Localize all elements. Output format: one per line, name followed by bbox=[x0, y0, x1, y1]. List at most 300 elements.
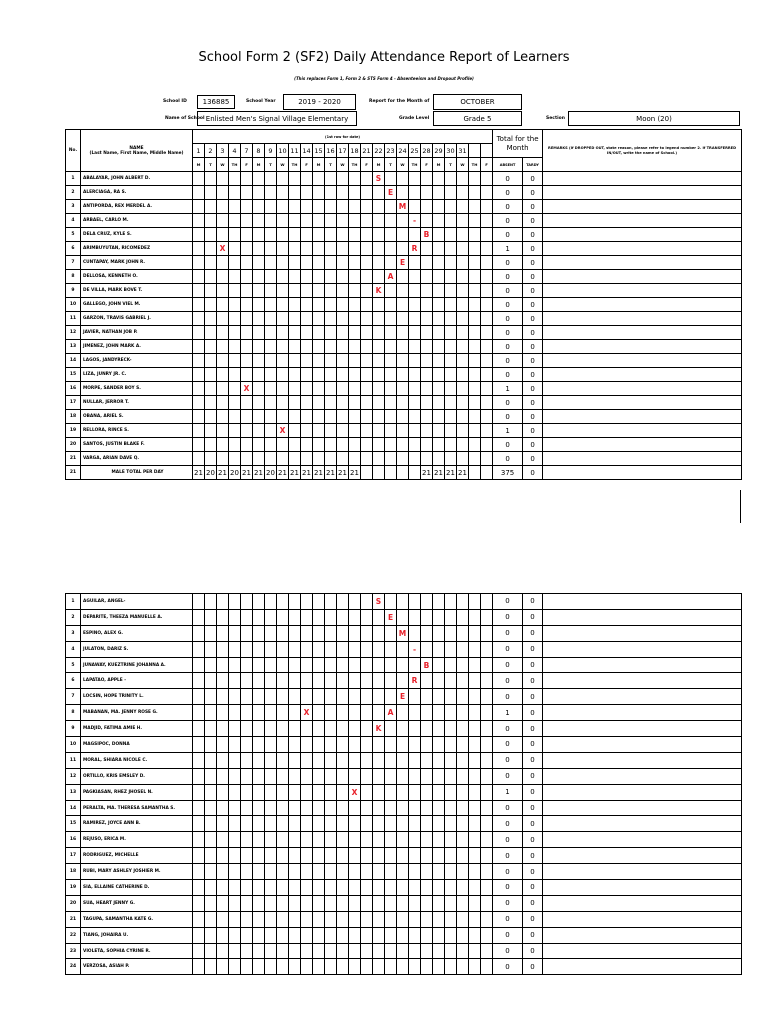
attendance-cell[interactable] bbox=[217, 800, 229, 816]
attendance-cell[interactable] bbox=[481, 721, 493, 737]
attendance-cell[interactable] bbox=[457, 326, 469, 340]
attendance-cell[interactable] bbox=[385, 326, 397, 340]
attendance-cell[interactable] bbox=[229, 800, 241, 816]
attendance-cell[interactable] bbox=[193, 800, 205, 816]
attendance-cell[interactable] bbox=[265, 228, 277, 242]
attendance-cell[interactable] bbox=[325, 424, 337, 438]
attendance-cell[interactable] bbox=[385, 256, 397, 270]
attendance-cell[interactable] bbox=[457, 705, 469, 721]
attendance-cell[interactable] bbox=[421, 641, 433, 657]
remarks-cell[interactable] bbox=[543, 214, 742, 228]
attendance-cell[interactable] bbox=[409, 256, 421, 270]
remarks-cell[interactable] bbox=[543, 452, 742, 466]
attendance-cell[interactable] bbox=[205, 242, 217, 256]
attendance-cell[interactable] bbox=[205, 438, 217, 452]
attendance-cell[interactable] bbox=[277, 880, 289, 896]
attendance-cell[interactable] bbox=[193, 214, 205, 228]
attendance-cell[interactable] bbox=[217, 625, 229, 641]
attendance-cell[interactable] bbox=[337, 832, 349, 848]
attendance-cell[interactable] bbox=[361, 424, 373, 438]
attendance-cell[interactable] bbox=[229, 768, 241, 784]
attendance-cell[interactable] bbox=[205, 368, 217, 382]
attendance-cell[interactable] bbox=[205, 326, 217, 340]
attendance-cell[interactable] bbox=[301, 832, 313, 848]
attendance-cell[interactable] bbox=[373, 312, 385, 326]
attendance-cell[interactable] bbox=[313, 737, 325, 753]
attendance-cell[interactable] bbox=[289, 721, 301, 737]
attendance-cell[interactable] bbox=[409, 340, 421, 354]
attendance-cell[interactable] bbox=[397, 927, 409, 943]
attendance-cell[interactable] bbox=[397, 721, 409, 737]
attendance-cell[interactable] bbox=[193, 752, 205, 768]
attendance-cell[interactable] bbox=[373, 752, 385, 768]
attendance-mark[interactable]: E bbox=[397, 689, 409, 705]
attendance-cell[interactable] bbox=[277, 864, 289, 880]
attendance-cell[interactable] bbox=[193, 721, 205, 737]
attendance-cell[interactable] bbox=[265, 673, 277, 689]
attendance-cell[interactable] bbox=[313, 214, 325, 228]
attendance-cell[interactable] bbox=[385, 641, 397, 657]
attendance-cell[interactable] bbox=[469, 832, 481, 848]
attendance-cell[interactable] bbox=[265, 689, 277, 705]
attendance-cell[interactable] bbox=[289, 354, 301, 368]
attendance-mark[interactable]: R bbox=[409, 673, 421, 689]
attendance-cell[interactable] bbox=[361, 800, 373, 816]
attendance-cell[interactable] bbox=[349, 368, 361, 382]
attendance-mark[interactable]: X bbox=[277, 424, 289, 438]
remarks-cell[interactable] bbox=[543, 880, 742, 896]
attendance-cell[interactable] bbox=[337, 737, 349, 753]
attendance-cell[interactable] bbox=[277, 452, 289, 466]
attendance-cell[interactable] bbox=[349, 438, 361, 452]
attendance-cell[interactable] bbox=[445, 312, 457, 326]
attendance-cell[interactable] bbox=[469, 368, 481, 382]
attendance-cell[interactable] bbox=[301, 438, 313, 452]
attendance-cell[interactable] bbox=[337, 705, 349, 721]
attendance-cell[interactable] bbox=[433, 200, 445, 214]
attendance-cell[interactable] bbox=[301, 673, 313, 689]
remarks-cell[interactable] bbox=[543, 594, 742, 610]
attendance-cell[interactable] bbox=[325, 816, 337, 832]
attendance-cell[interactable] bbox=[265, 172, 277, 186]
attendance-cell[interactable] bbox=[241, 594, 253, 610]
attendance-cell[interactable] bbox=[277, 689, 289, 705]
attendance-cell[interactable] bbox=[241, 721, 253, 737]
attendance-cell[interactable] bbox=[457, 452, 469, 466]
attendance-cell[interactable] bbox=[349, 609, 361, 625]
attendance-cell[interactable] bbox=[445, 864, 457, 880]
attendance-cell[interactable] bbox=[289, 911, 301, 927]
attendance-cell[interactable] bbox=[277, 242, 289, 256]
attendance-cell[interactable] bbox=[409, 609, 421, 625]
attendance-cell[interactable] bbox=[337, 689, 349, 705]
attendance-cell[interactable] bbox=[445, 625, 457, 641]
attendance-cell[interactable] bbox=[361, 214, 373, 228]
attendance-cell[interactable] bbox=[397, 438, 409, 452]
attendance-cell[interactable] bbox=[481, 438, 493, 452]
attendance-cell[interactable] bbox=[265, 298, 277, 312]
attendance-cell[interactable] bbox=[313, 689, 325, 705]
attendance-cell[interactable] bbox=[457, 689, 469, 705]
attendance-cell[interactable] bbox=[193, 959, 205, 975]
attendance-cell[interactable] bbox=[481, 895, 493, 911]
attendance-cell[interactable] bbox=[229, 284, 241, 298]
attendance-cell[interactable] bbox=[469, 396, 481, 410]
attendance-cell[interactable] bbox=[205, 848, 217, 864]
attendance-cell[interactable] bbox=[361, 864, 373, 880]
attendance-cell[interactable] bbox=[373, 368, 385, 382]
attendance-cell[interactable] bbox=[361, 721, 373, 737]
attendance-cell[interactable] bbox=[313, 270, 325, 284]
attendance-cell[interactable] bbox=[241, 396, 253, 410]
attendance-cell[interactable] bbox=[469, 214, 481, 228]
attendance-cell[interactable] bbox=[385, 848, 397, 864]
remarks-cell[interactable] bbox=[543, 284, 742, 298]
attendance-cell[interactable] bbox=[325, 657, 337, 673]
attendance-cell[interactable] bbox=[301, 721, 313, 737]
attendance-cell[interactable] bbox=[265, 657, 277, 673]
attendance-cell[interactable] bbox=[325, 752, 337, 768]
attendance-cell[interactable] bbox=[349, 340, 361, 354]
attendance-cell[interactable] bbox=[265, 832, 277, 848]
attendance-cell[interactable] bbox=[385, 382, 397, 396]
attendance-cell[interactable] bbox=[289, 657, 301, 673]
attendance-cell[interactable] bbox=[205, 298, 217, 312]
attendance-cell[interactable] bbox=[397, 943, 409, 959]
attendance-cell[interactable] bbox=[265, 768, 277, 784]
attendance-cell[interactable] bbox=[457, 752, 469, 768]
attendance-cell[interactable] bbox=[481, 943, 493, 959]
attendance-cell[interactable] bbox=[205, 609, 217, 625]
attendance-cell[interactable] bbox=[445, 832, 457, 848]
attendance-cell[interactable] bbox=[361, 242, 373, 256]
attendance-cell[interactable] bbox=[373, 943, 385, 959]
attendance-cell[interactable] bbox=[229, 368, 241, 382]
attendance-cell[interactable] bbox=[445, 214, 457, 228]
attendance-cell[interactable] bbox=[445, 768, 457, 784]
attendance-cell[interactable] bbox=[409, 354, 421, 368]
attendance-cell[interactable] bbox=[337, 424, 349, 438]
attendance-cell[interactable] bbox=[349, 396, 361, 410]
attendance-cell[interactable] bbox=[325, 800, 337, 816]
attendance-cell[interactable] bbox=[349, 943, 361, 959]
remarks-cell[interactable] bbox=[543, 270, 742, 284]
attendance-cell[interactable] bbox=[469, 737, 481, 753]
attendance-cell[interactable] bbox=[373, 340, 385, 354]
attendance-cell[interactable] bbox=[481, 256, 493, 270]
attendance-cell[interactable] bbox=[229, 625, 241, 641]
remarks-cell[interactable] bbox=[543, 312, 742, 326]
attendance-cell[interactable] bbox=[445, 752, 457, 768]
attendance-cell[interactable] bbox=[265, 214, 277, 228]
attendance-cell[interactable] bbox=[325, 864, 337, 880]
attendance-cell[interactable] bbox=[421, 242, 433, 256]
attendance-cell[interactable] bbox=[361, 284, 373, 298]
attendance-cell[interactable] bbox=[409, 657, 421, 673]
attendance-cell[interactable] bbox=[385, 816, 397, 832]
attendance-cell[interactable] bbox=[409, 784, 421, 800]
remarks-cell[interactable] bbox=[543, 752, 742, 768]
attendance-cell[interactable] bbox=[241, 895, 253, 911]
attendance-cell[interactable] bbox=[373, 228, 385, 242]
attendance-cell[interactable] bbox=[481, 172, 493, 186]
attendance-cell[interactable] bbox=[229, 410, 241, 424]
attendance-cell[interactable] bbox=[337, 242, 349, 256]
attendance-cell[interactable] bbox=[349, 848, 361, 864]
attendance-cell[interactable] bbox=[469, 673, 481, 689]
attendance-cell[interactable] bbox=[445, 705, 457, 721]
attendance-cell[interactable] bbox=[469, 186, 481, 200]
attendance-cell[interactable] bbox=[409, 312, 421, 326]
attendance-cell[interactable] bbox=[373, 298, 385, 312]
attendance-cell[interactable] bbox=[433, 186, 445, 200]
attendance-cell[interactable] bbox=[445, 657, 457, 673]
attendance-cell[interactable] bbox=[337, 800, 349, 816]
attendance-cell[interactable] bbox=[481, 768, 493, 784]
attendance-cell[interactable] bbox=[481, 752, 493, 768]
attendance-cell[interactable] bbox=[481, 340, 493, 354]
attendance-cell[interactable] bbox=[361, 594, 373, 610]
attendance-cell[interactable] bbox=[289, 270, 301, 284]
attendance-cell[interactable] bbox=[361, 354, 373, 368]
attendance-cell[interactable] bbox=[301, 186, 313, 200]
attendance-cell[interactable] bbox=[337, 880, 349, 896]
attendance-cell[interactable] bbox=[325, 368, 337, 382]
attendance-cell[interactable] bbox=[469, 768, 481, 784]
attendance-cell[interactable] bbox=[433, 256, 445, 270]
attendance-cell[interactable] bbox=[397, 172, 409, 186]
attendance-cell[interactable] bbox=[289, 438, 301, 452]
remarks-cell[interactable] bbox=[543, 382, 742, 396]
attendance-cell[interactable] bbox=[313, 800, 325, 816]
attendance-cell[interactable] bbox=[205, 256, 217, 270]
attendance-cell[interactable] bbox=[349, 410, 361, 424]
attendance-cell[interactable] bbox=[253, 298, 265, 312]
attendance-cell[interactable] bbox=[349, 673, 361, 689]
attendance-cell[interactable] bbox=[409, 186, 421, 200]
attendance-cell[interactable] bbox=[457, 959, 469, 975]
attendance-cell[interactable] bbox=[301, 410, 313, 424]
attendance-cell[interactable] bbox=[421, 895, 433, 911]
attendance-cell[interactable] bbox=[481, 832, 493, 848]
attendance-cell[interactable] bbox=[433, 737, 445, 753]
attendance-cell[interactable] bbox=[433, 784, 445, 800]
attendance-cell[interactable] bbox=[361, 172, 373, 186]
attendance-cell[interactable] bbox=[241, 186, 253, 200]
attendance-cell[interactable] bbox=[421, 172, 433, 186]
attendance-cell[interactable] bbox=[481, 186, 493, 200]
attendance-cell[interactable] bbox=[433, 768, 445, 784]
attendance-cell[interactable] bbox=[241, 228, 253, 242]
attendance-cell[interactable] bbox=[229, 382, 241, 396]
attendance-cell[interactable] bbox=[229, 927, 241, 943]
attendance-cell[interactable] bbox=[337, 186, 349, 200]
attendance-cell[interactable] bbox=[337, 256, 349, 270]
attendance-cell[interactable] bbox=[409, 689, 421, 705]
attendance-cell[interactable] bbox=[193, 689, 205, 705]
attendance-cell[interactable] bbox=[337, 641, 349, 657]
attendance-cell[interactable] bbox=[421, 911, 433, 927]
attendance-cell[interactable] bbox=[349, 326, 361, 340]
attendance-cell[interactable] bbox=[445, 228, 457, 242]
attendance-cell[interactable] bbox=[349, 895, 361, 911]
attendance-mark[interactable]: X bbox=[301, 705, 313, 721]
attendance-cell[interactable] bbox=[205, 186, 217, 200]
remarks-cell[interactable] bbox=[543, 800, 742, 816]
attendance-cell[interactable] bbox=[253, 228, 265, 242]
attendance-cell[interactable] bbox=[325, 242, 337, 256]
attendance-cell[interactable] bbox=[469, 172, 481, 186]
attendance-cell[interactable] bbox=[313, 200, 325, 214]
attendance-cell[interactable] bbox=[253, 284, 265, 298]
attendance-cell[interactable] bbox=[349, 424, 361, 438]
attendance-cell[interactable] bbox=[325, 270, 337, 284]
remarks-cell[interactable] bbox=[543, 705, 742, 721]
attendance-cell[interactable] bbox=[301, 752, 313, 768]
attendance-cell[interactable] bbox=[409, 382, 421, 396]
attendance-cell[interactable] bbox=[361, 256, 373, 270]
attendance-cell[interactable] bbox=[481, 326, 493, 340]
attendance-cell[interactable] bbox=[265, 848, 277, 864]
attendance-cell[interactable] bbox=[205, 768, 217, 784]
attendance-cell[interactable] bbox=[361, 880, 373, 896]
attendance-cell[interactable] bbox=[265, 452, 277, 466]
attendance-cell[interactable] bbox=[193, 186, 205, 200]
attendance-cell[interactable] bbox=[265, 609, 277, 625]
attendance-cell[interactable] bbox=[457, 382, 469, 396]
attendance-cell[interactable] bbox=[457, 340, 469, 354]
attendance-cell[interactable] bbox=[469, 326, 481, 340]
attendance-cell[interactable] bbox=[409, 895, 421, 911]
remarks-cell[interactable] bbox=[543, 609, 742, 625]
attendance-cell[interactable] bbox=[277, 256, 289, 270]
attendance-cell[interactable] bbox=[433, 800, 445, 816]
attendance-cell[interactable] bbox=[325, 609, 337, 625]
attendance-cell[interactable] bbox=[385, 864, 397, 880]
attendance-cell[interactable] bbox=[337, 927, 349, 943]
attendance-cell[interactable] bbox=[325, 340, 337, 354]
attendance-cell[interactable] bbox=[217, 354, 229, 368]
attendance-cell[interactable] bbox=[241, 816, 253, 832]
attendance-cell[interactable] bbox=[241, 354, 253, 368]
attendance-cell[interactable] bbox=[253, 800, 265, 816]
attendance-cell[interactable] bbox=[373, 832, 385, 848]
attendance-cell[interactable] bbox=[373, 214, 385, 228]
attendance-cell[interactable] bbox=[277, 382, 289, 396]
attendance-cell[interactable] bbox=[217, 396, 229, 410]
attendance-cell[interactable] bbox=[265, 256, 277, 270]
attendance-cell[interactable] bbox=[385, 200, 397, 214]
attendance-cell[interactable] bbox=[253, 354, 265, 368]
attendance-cell[interactable] bbox=[445, 284, 457, 298]
attendance-cell[interactable] bbox=[193, 368, 205, 382]
attendance-cell[interactable] bbox=[193, 609, 205, 625]
attendance-cell[interactable] bbox=[193, 410, 205, 424]
attendance-cell[interactable] bbox=[265, 721, 277, 737]
attendance-cell[interactable] bbox=[469, 625, 481, 641]
attendance-cell[interactable] bbox=[313, 424, 325, 438]
attendance-cell[interactable] bbox=[397, 354, 409, 368]
attendance-cell[interactable] bbox=[457, 594, 469, 610]
attendance-cell[interactable] bbox=[277, 911, 289, 927]
attendance-cell[interactable] bbox=[277, 943, 289, 959]
attendance-cell[interactable] bbox=[481, 816, 493, 832]
attendance-mark[interactable]: K bbox=[373, 284, 385, 298]
attendance-cell[interactable] bbox=[205, 895, 217, 911]
attendance-cell[interactable] bbox=[193, 200, 205, 214]
remarks-cell[interactable] bbox=[543, 438, 742, 452]
attendance-cell[interactable] bbox=[241, 214, 253, 228]
remarks-cell[interactable] bbox=[543, 784, 742, 800]
attendance-cell[interactable] bbox=[457, 832, 469, 848]
attendance-cell[interactable] bbox=[409, 298, 421, 312]
attendance-cell[interactable] bbox=[445, 424, 457, 438]
attendance-cell[interactable] bbox=[349, 625, 361, 641]
attendance-cell[interactable] bbox=[373, 880, 385, 896]
attendance-cell[interactable] bbox=[349, 382, 361, 396]
attendance-cell[interactable] bbox=[301, 298, 313, 312]
remarks-cell[interactable] bbox=[543, 410, 742, 424]
attendance-cell[interactable] bbox=[253, 673, 265, 689]
attendance-cell[interactable] bbox=[373, 689, 385, 705]
attendance-cell[interactable] bbox=[301, 270, 313, 284]
attendance-cell[interactable] bbox=[445, 689, 457, 705]
attendance-cell[interactable] bbox=[289, 242, 301, 256]
attendance-cell[interactable] bbox=[229, 270, 241, 284]
attendance-cell[interactable] bbox=[229, 880, 241, 896]
attendance-cell[interactable] bbox=[229, 657, 241, 673]
attendance-cell[interactable] bbox=[481, 298, 493, 312]
attendance-cell[interactable] bbox=[481, 911, 493, 927]
attendance-cell[interactable] bbox=[373, 864, 385, 880]
attendance-cell[interactable] bbox=[313, 228, 325, 242]
attendance-cell[interactable] bbox=[349, 800, 361, 816]
attendance-cell[interactable] bbox=[193, 641, 205, 657]
attendance-cell[interactable] bbox=[325, 382, 337, 396]
attendance-cell[interactable] bbox=[265, 284, 277, 298]
attendance-cell[interactable] bbox=[277, 800, 289, 816]
attendance-cell[interactable] bbox=[421, 396, 433, 410]
remarks-cell[interactable] bbox=[543, 641, 742, 657]
attendance-cell[interactable] bbox=[409, 800, 421, 816]
attendance-mark[interactable]: A bbox=[385, 270, 397, 284]
attendance-cell[interactable] bbox=[205, 354, 217, 368]
attendance-cell[interactable] bbox=[229, 340, 241, 354]
attendance-cell[interactable] bbox=[205, 625, 217, 641]
attendance-cell[interactable] bbox=[265, 880, 277, 896]
attendance-cell[interactable] bbox=[445, 673, 457, 689]
remarks-cell[interactable] bbox=[543, 959, 742, 975]
attendance-cell[interactable] bbox=[253, 242, 265, 256]
attendance-cell[interactable] bbox=[469, 848, 481, 864]
attendance-cell[interactable] bbox=[253, 641, 265, 657]
attendance-cell[interactable] bbox=[361, 312, 373, 326]
attendance-cell[interactable] bbox=[457, 784, 469, 800]
attendance-cell[interactable] bbox=[325, 625, 337, 641]
attendance-cell[interactable] bbox=[301, 354, 313, 368]
attendance-cell[interactable] bbox=[385, 284, 397, 298]
attendance-cell[interactable] bbox=[229, 864, 241, 880]
attendance-cell[interactable] bbox=[193, 895, 205, 911]
attendance-cell[interactable] bbox=[433, 340, 445, 354]
attendance-cell[interactable] bbox=[325, 228, 337, 242]
attendance-cell[interactable] bbox=[421, 943, 433, 959]
remarks-cell[interactable] bbox=[543, 625, 742, 641]
attendance-cell[interactable] bbox=[361, 641, 373, 657]
attendance-cell[interactable] bbox=[445, 410, 457, 424]
attendance-cell[interactable] bbox=[445, 721, 457, 737]
attendance-cell[interactable] bbox=[217, 214, 229, 228]
